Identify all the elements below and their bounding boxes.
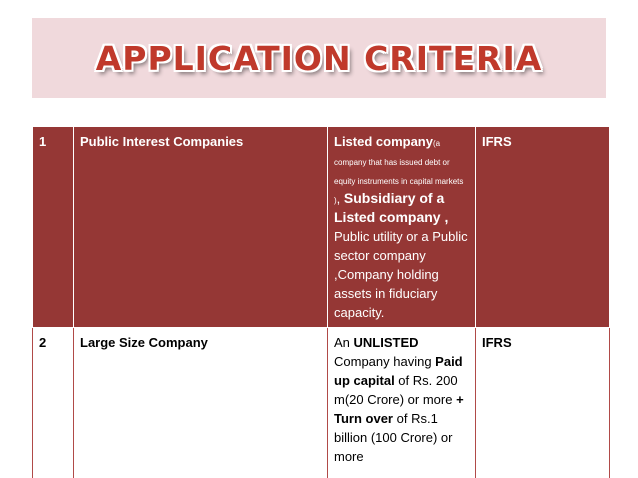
- slide-title: APPLICATION CRITERIA: [95, 38, 543, 78]
- desc-lead: Listed company: [334, 134, 433, 149]
- title-band: [32, 18, 606, 98]
- standard: IFRS: [476, 328, 610, 478]
- desc-bold: UNLISTED: [353, 335, 419, 350]
- desc-text: An: [334, 335, 354, 350]
- row-number: 2: [33, 328, 74, 478]
- desc-text: Company having: [334, 354, 436, 369]
- desc-parenthetical: (a company that has issued debt or equity instruments in capital markets ): [334, 139, 464, 205]
- criteria-table: [32, 126, 610, 478]
- desc-bold: Subsidiary of a Listed company ,: [334, 190, 449, 225]
- standard: IFRS: [476, 127, 610, 328]
- desc-rest: Public utility or a Public sector company ,Company holding assets in fiduciary capacity.: [334, 229, 468, 320]
- table-row: [33, 328, 610, 478]
- table-row: [33, 127, 610, 328]
- row-number: 1: [33, 127, 74, 328]
- company-category: Public Interest Companies: [74, 127, 328, 328]
- desc-text: of Rs.1 billion (100 Crore) or more: [334, 411, 453, 464]
- criteria-description: [328, 328, 476, 478]
- desc-text: of Rs. 200 m(20 Crore) or more: [334, 373, 458, 407]
- desc-bold: Paid up capital: [334, 354, 463, 388]
- desc-separator: ,: [336, 191, 344, 206]
- criteria-description: [328, 127, 476, 328]
- desc-bold: + Turn over: [334, 392, 464, 426]
- company-category: Large Size Company: [74, 328, 328, 478]
